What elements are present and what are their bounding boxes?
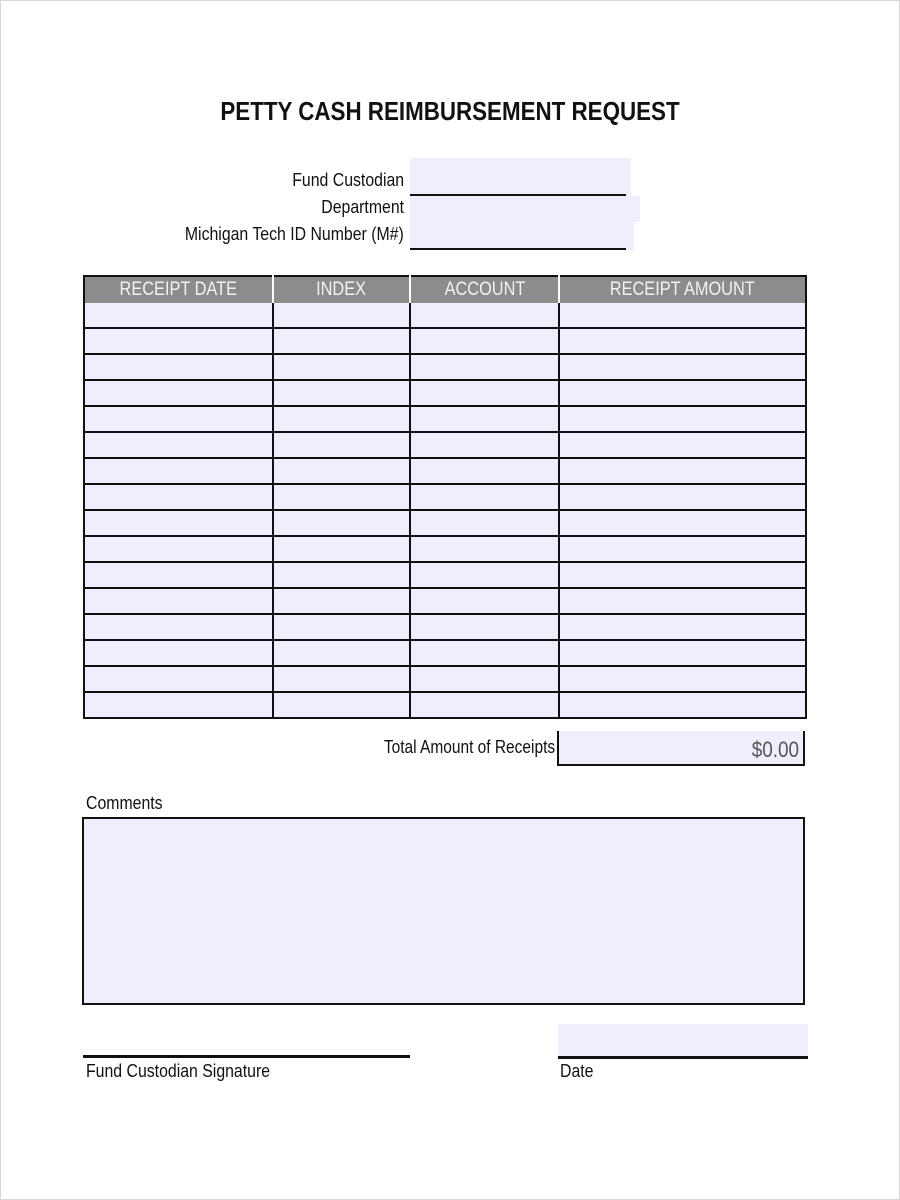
table-row: [84, 692, 806, 718]
fund-custodian-field[interactable]: [410, 168, 626, 196]
receipt-date-cell[interactable]: [84, 536, 273, 562]
account-cell[interactable]: [410, 666, 559, 692]
form-title: PETTY CASH REIMBURSEMENT REQUEST: [220, 96, 680, 126]
fund-custodian-label: Fund Custodian: [292, 170, 404, 190]
index-cell[interactable]: [273, 614, 410, 640]
table-row: [84, 588, 806, 614]
receipt-amount-cell[interactable]: [559, 640, 806, 666]
account-cell[interactable]: [410, 354, 559, 380]
receipt-amount-cell[interactable]: [559, 458, 806, 484]
col-index: INDEX: [273, 276, 410, 303]
account-cell[interactable]: [410, 484, 559, 510]
table-row: [84, 614, 806, 640]
receipt-date-cell[interactable]: [84, 354, 273, 380]
total-box: [557, 731, 805, 766]
table-row: [84, 328, 806, 354]
receipt-date-cell[interactable]: [84, 484, 273, 510]
receipt-amount-cell[interactable]: [559, 380, 806, 406]
receipt-amount-cell[interactable]: [559, 484, 806, 510]
index-cell[interactable]: [273, 303, 410, 328]
receipt-amount-cell[interactable]: [559, 536, 806, 562]
receipts-table: [83, 275, 807, 719]
col-account: ACCOUNT: [410, 276, 559, 303]
receipt-amount-cell[interactable]: [559, 692, 806, 718]
table-row: [84, 432, 806, 458]
table-row: [84, 354, 806, 380]
account-cell[interactable]: [410, 536, 559, 562]
index-cell[interactable]: [273, 510, 410, 536]
index-cell[interactable]: [273, 328, 410, 354]
index-cell[interactable]: [273, 588, 410, 614]
account-cell[interactable]: [410, 640, 559, 666]
receipt-date-cell[interactable]: [84, 562, 273, 588]
table-row: [84, 406, 806, 432]
table-row: [84, 380, 806, 406]
receipt-date-cell[interactable]: [84, 640, 273, 666]
index-cell[interactable]: [273, 354, 410, 380]
comments-label: Comments: [86, 793, 163, 813]
receipt-date-cell[interactable]: [84, 510, 273, 536]
receipt-date-cell[interactable]: [84, 380, 273, 406]
department-field[interactable]: [410, 196, 626, 224]
signature-label: Fund Custodian Signature: [86, 1061, 271, 1081]
receipt-date-cell[interactable]: [84, 406, 273, 432]
index-cell[interactable]: [273, 458, 410, 484]
account-cell[interactable]: [410, 588, 559, 614]
index-cell[interactable]: [273, 536, 410, 562]
receipt-date-cell[interactable]: [84, 328, 273, 354]
index-cell[interactable]: [273, 666, 410, 692]
table-row: [84, 666, 806, 692]
total-label: Total Amount of Receipts: [383, 737, 555, 757]
col-receipt-date: RECEIPT DATE: [84, 276, 273, 303]
index-cell[interactable]: [273, 562, 410, 588]
receipt-amount-cell[interactable]: [559, 666, 806, 692]
mtu-id-label: Michigan Tech ID Number (M#): [185, 224, 404, 244]
account-cell[interactable]: [410, 303, 559, 328]
receipt-amount-cell[interactable]: [559, 510, 806, 536]
mtu-id-field[interactable]: [410, 222, 626, 250]
receipt-amount-cell[interactable]: [559, 328, 806, 354]
receipt-amount-cell[interactable]: [559, 614, 806, 640]
receipt-date-cell[interactable]: [84, 458, 273, 484]
account-cell[interactable]: [410, 614, 559, 640]
account-cell[interactable]: [410, 562, 559, 588]
comments-input[interactable]: [82, 817, 805, 1005]
department-label: Department: [321, 197, 404, 217]
account-cell[interactable]: [410, 328, 559, 354]
receipt-amount-cell[interactable]: [559, 588, 806, 614]
receipt-date-cell[interactable]: [84, 588, 273, 614]
receipt-date-cell[interactable]: [84, 303, 273, 328]
signature-line[interactable]: [83, 1055, 410, 1058]
index-cell[interactable]: [273, 640, 410, 666]
table-row: [84, 562, 806, 588]
total-value: $0.00: [751, 737, 799, 762]
account-cell[interactable]: [410, 432, 559, 458]
col-receipt-amount: RECEIPT AMOUNT: [559, 276, 806, 303]
account-cell[interactable]: [410, 380, 559, 406]
receipt-date-cell[interactable]: [84, 666, 273, 692]
receipt-date-cell[interactable]: [84, 614, 273, 640]
account-cell[interactable]: [410, 692, 559, 718]
index-cell[interactable]: [273, 484, 410, 510]
index-cell[interactable]: [273, 406, 410, 432]
account-cell[interactable]: [410, 458, 559, 484]
date-field[interactable]: [558, 1024, 808, 1059]
receipt-amount-cell[interactable]: [559, 303, 806, 328]
receipt-date-cell[interactable]: [84, 432, 273, 458]
receipt-date-cell[interactable]: [84, 692, 273, 718]
receipt-amount-cell[interactable]: [559, 562, 806, 588]
account-cell[interactable]: [410, 406, 559, 432]
account-cell[interactable]: [410, 510, 559, 536]
table-row: [84, 458, 806, 484]
table-row: [84, 536, 806, 562]
table-header-row: [84, 276, 806, 303]
receipt-amount-cell[interactable]: [559, 354, 806, 380]
index-cell[interactable]: [273, 692, 410, 718]
table-row: [84, 640, 806, 666]
date-label: Date: [560, 1061, 594, 1081]
table-row: [84, 484, 806, 510]
table-row: [84, 303, 806, 328]
receipt-amount-cell[interactable]: [559, 406, 806, 432]
index-cell[interactable]: [273, 380, 410, 406]
receipt-amount-cell[interactable]: [559, 432, 806, 458]
table-row: [84, 510, 806, 536]
index-cell[interactable]: [273, 432, 410, 458]
